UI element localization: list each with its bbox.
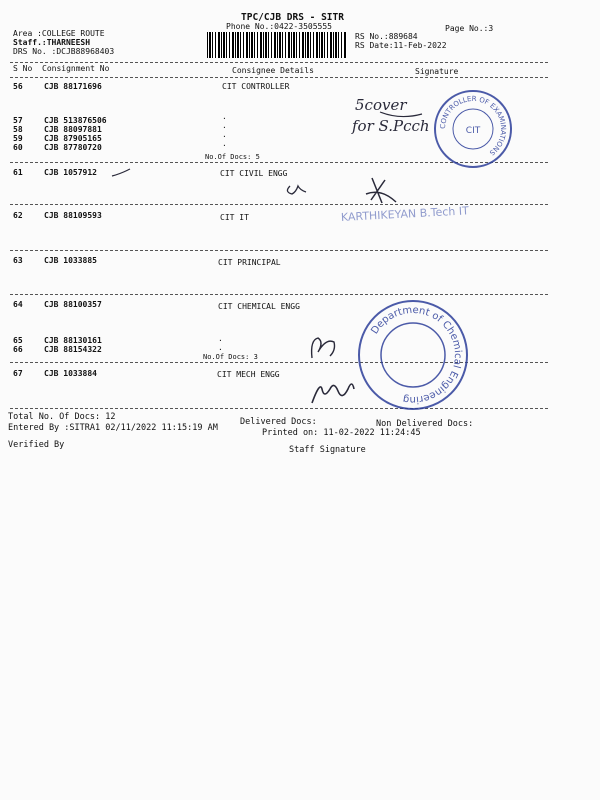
col-sno: S No (13, 64, 33, 73)
row-consignee: CIT CONTROLLER (222, 82, 290, 91)
tick-mark (112, 169, 130, 176)
row-consignee: CIT IT (220, 213, 249, 222)
rs-date: RS Date:11-Feb-2022 (355, 41, 447, 50)
row-sno: 67 (13, 369, 23, 378)
row-sno: 65 (13, 336, 23, 345)
group-doc-count: No.Of Docs: 5 (205, 153, 260, 161)
group-doc-count: No.Of Docs: 3 (203, 353, 258, 361)
row-consignment: CJB 87780720 (44, 143, 102, 152)
handwritten-note-line1: 5cover (355, 96, 407, 114)
staff-signature-label: Staff Signature (289, 445, 366, 455)
signature-mark (312, 384, 354, 403)
area-label: Area :COLLEGE ROUTE (13, 29, 105, 38)
row-consignment: CJB 513876506 (44, 116, 107, 125)
printed-on: Printed on: 11-02-2022 11:24:45 (262, 428, 421, 438)
row-consignee: CIT CIVIL ENGG (220, 169, 288, 178)
total-docs: Total No. Of Docs: 12 (8, 412, 116, 422)
non-delivered-docs: Non Delivered Docs: (376, 419, 474, 429)
row-sno: 56 (13, 82, 23, 91)
row-consignment: CJB 88130161 (44, 336, 102, 345)
row-consignment: CJB 88109593 (44, 211, 102, 220)
examination-stamp-text: CONTROLLER OF EXAMINATIONS (438, 94, 508, 157)
col-consignment: Consignment No (42, 64, 110, 73)
delivered-docs: Delivered Docs: (240, 417, 317, 427)
row-sno: 66 (13, 345, 23, 354)
signature-mark (312, 338, 335, 358)
row-sno: 64 (13, 300, 23, 309)
row-sno: 63 (13, 256, 23, 265)
row-consignment: CJB 88100357 (44, 300, 102, 309)
entered-by: Entered By :SITRA1 02/11/2022 11:15:19 AM (8, 423, 218, 433)
row-consignee: CIT CHEMICAL ENGG (218, 302, 300, 311)
row-sno: 58 (13, 125, 23, 134)
row-consignment: CJB 88171696 (44, 82, 102, 91)
row-consignment: CJB 1033884 (44, 369, 97, 378)
it-department-stamp: KARTHIKEYAN B.Tech IT (340, 204, 470, 224)
row-consignment: CJB 88097881 (44, 125, 102, 134)
col-signature: Signature (415, 67, 459, 76)
col-consignee: Consignee Details (232, 66, 314, 75)
row-sno: 59 (13, 134, 23, 143)
rs-number: RS No.:889684 (355, 32, 418, 41)
handwritten-note-line2: for S.Pcch (352, 117, 430, 135)
ditto-marks: . . (218, 334, 223, 352)
phone-number: Phone No.:0422-3505555 (226, 22, 332, 31)
row-consignee: CIT MECH ENGG (217, 370, 280, 379)
signature-mark (366, 178, 396, 203)
staff-label: Staff.:THARNEESH (13, 38, 91, 47)
drs-number: DRS No. :DCJB88968403 (13, 47, 115, 56)
row-consignment: CJB 88154322 (44, 345, 102, 354)
row-consignee: CIT PRINCIPAL (218, 258, 281, 267)
signature-mark (287, 186, 306, 194)
row-consignment: CJB 87905165 (44, 134, 102, 143)
verified-by: Verified By (8, 440, 65, 450)
chemical-dept-stamp-text: Department of Chemical Engineering (369, 304, 464, 406)
row-sno: 60 (13, 143, 23, 152)
row-sno: 62 (13, 211, 23, 220)
underline-mark (380, 112, 422, 117)
document-title: TPC/CJB DRS - SITR (241, 12, 344, 23)
ditto-marks: . . . . (222, 112, 227, 148)
row-consignment: CJB 1057912 (44, 168, 97, 177)
row-consignment: CJB 1033885 (44, 256, 97, 265)
page-number: Page No.:3 (445, 24, 494, 33)
row-sno: 57 (13, 116, 23, 125)
row-sno: 61 (13, 168, 23, 177)
examination-stamp-center: CIT (465, 126, 481, 136)
